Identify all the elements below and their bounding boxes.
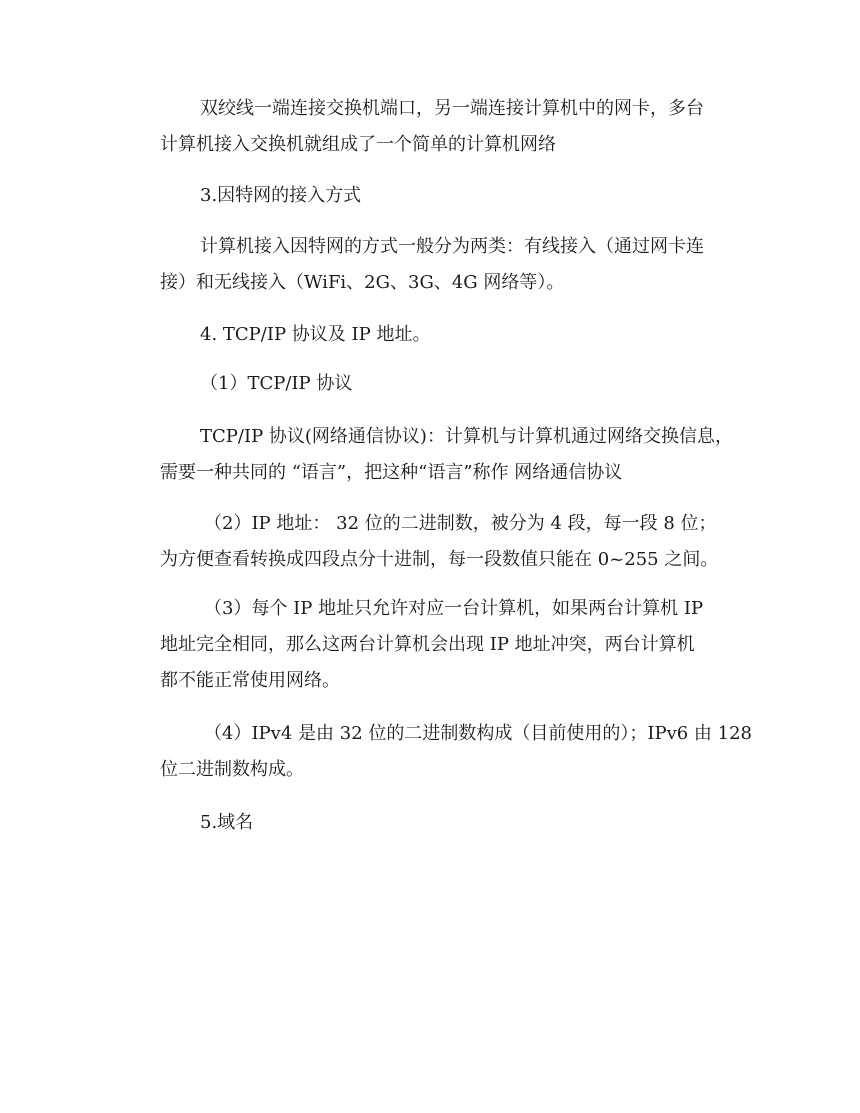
text-line: （2）IP 地址： 32 位的二进制数，被分为 4 段，每一段 8 位； xyxy=(204,513,717,534)
heading-domain-name xyxy=(160,805,750,841)
text-line: 双绞线一端连接交换机端口，另一端连接计算机中的网卡，多台 xyxy=(200,98,704,119)
text-line: （4）IPv4 是由 32 位的二进制数构成（目前使用的）；IPv6 由 128 xyxy=(204,723,753,744)
text-line: 计算机接入交换机就组成了一个简单的计算机网络 xyxy=(160,134,556,155)
paragraph-tcpip-definition xyxy=(160,419,750,491)
text-line: TCP/IP 协议(网络通信协议)：计算机与计算机通过网络交换信息， xyxy=(200,426,733,447)
text-line: 需要一种共同的 “语言”，把这种“语言”称作 网络通信协议 xyxy=(160,462,623,483)
heading-internet-access xyxy=(160,178,750,214)
subheading-tcpip xyxy=(160,366,750,402)
text-line: 位二进制数构成。 xyxy=(160,759,304,780)
subsection-heading: （1）TCP/IP 协议 xyxy=(200,373,353,394)
paragraph-ip-address xyxy=(160,506,750,578)
text-line: 计算机接入因特网的方式一般分为两类：有线接入（通过网卡连 xyxy=(200,236,704,257)
paragraph-twisted-pair xyxy=(160,91,750,163)
section-heading: 4. TCP/IP 协议及 IP 地址。 xyxy=(200,324,431,345)
section-heading: 3.因特网的接入方式 xyxy=(200,185,362,206)
paragraph-ip-conflict xyxy=(160,591,750,699)
text-line: （3）每个 IP 地址只允许对应一台计算机，如果两台计算机 IP xyxy=(204,598,704,619)
text-line: 都不能正常使用网络。 xyxy=(160,670,340,691)
heading-tcpip-ip xyxy=(160,317,750,353)
text-line: 接）和无线接入（WiFi、2G、3G、4G 网络等）。 xyxy=(160,272,565,293)
paragraph-access-methods xyxy=(160,229,750,301)
section-heading: 5.域名 xyxy=(200,812,254,833)
text-line: 地址完全相同，那么这两台计算机会出现 IP 地址冲突，两台计算机 xyxy=(160,634,695,655)
paragraph-ipv4-ipv6 xyxy=(160,716,753,788)
text-line: 为方便查看转换成四段点分十进制，每一段数值只能在 0~255 之间。 xyxy=(160,549,719,570)
